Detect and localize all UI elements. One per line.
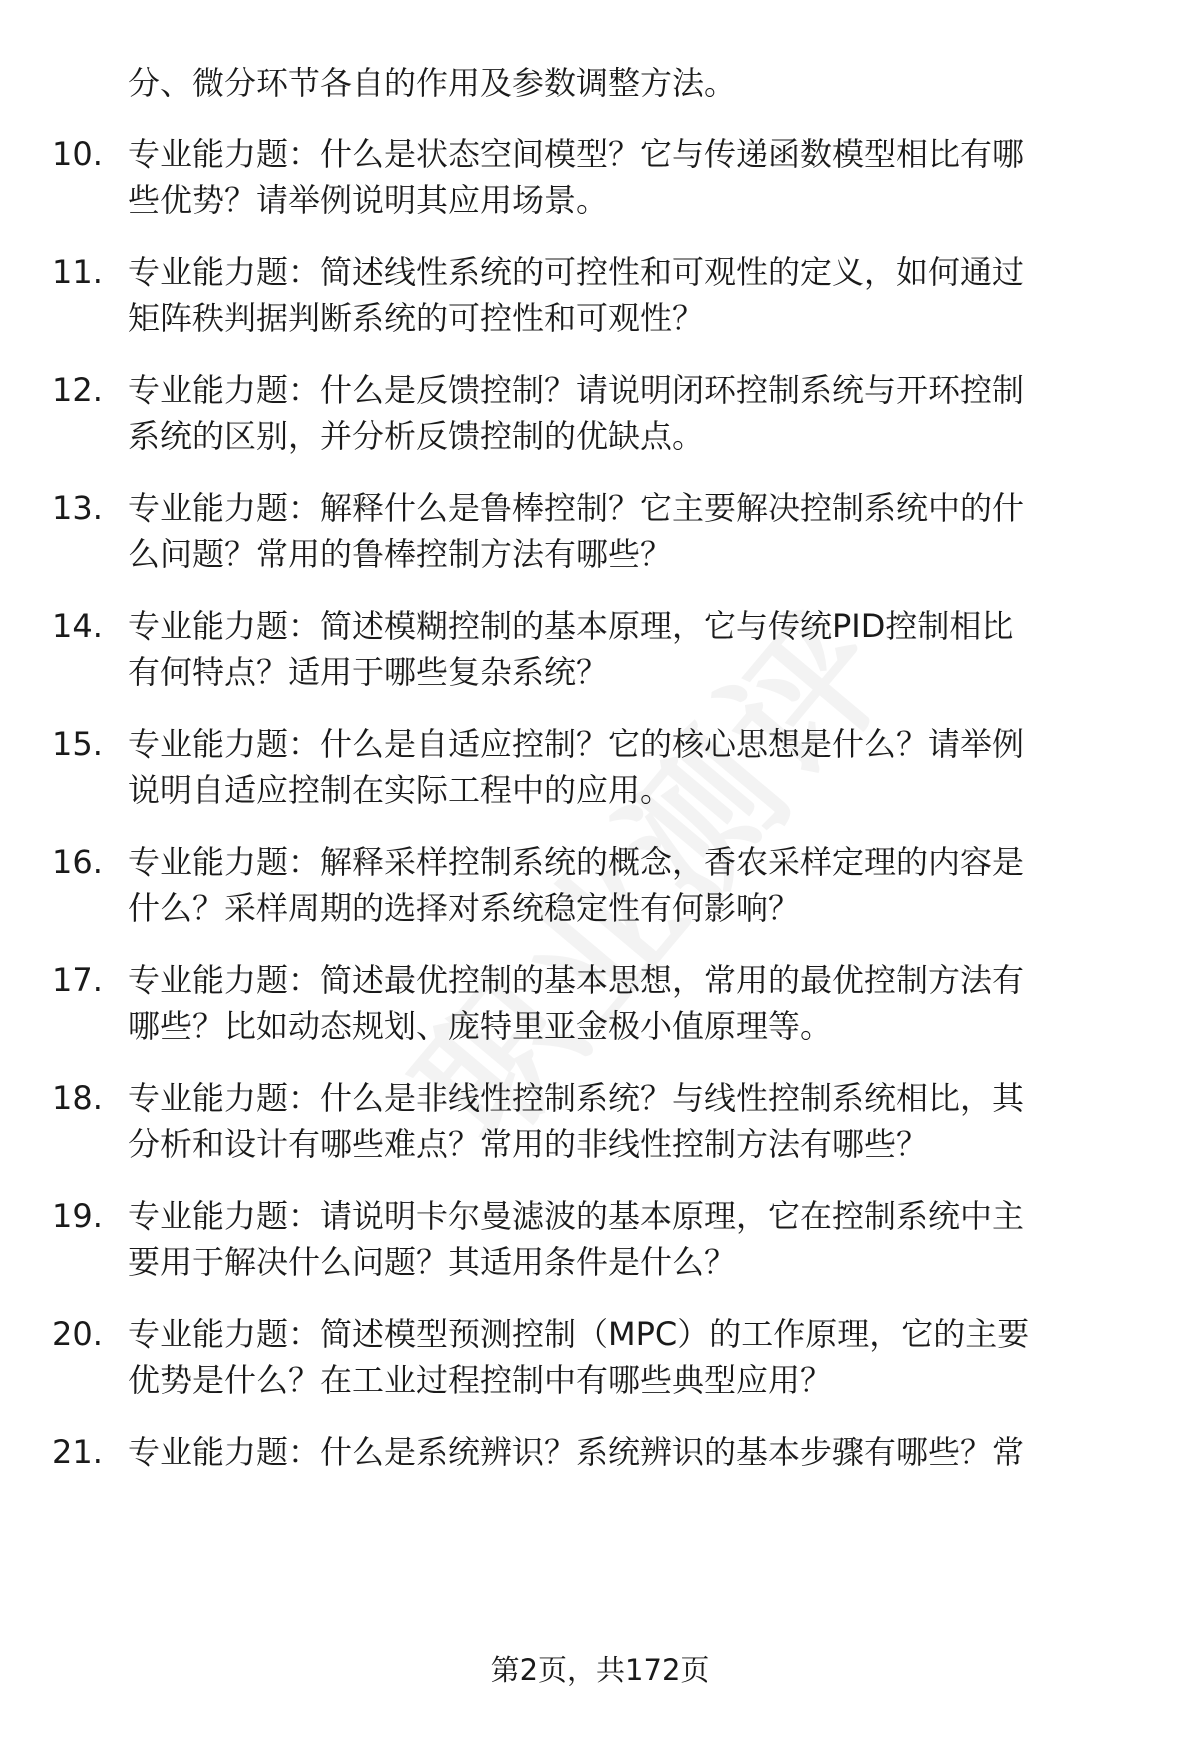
question-number: 11. — [52, 253, 103, 291]
question-text: 专业能力题：简述模糊控制的基本原理，它与传统PID控制相比 有何特点？适用于哪些复杂系统？ — [128, 607, 1014, 691]
question-text: 专业能力题：什么是系统辨识？系统辨识的基本步骤有哪些？常 — [128, 1433, 1025, 1471]
question-number: 13. — [52, 489, 103, 527]
question-text: 专业能力题：什么是反馈控制？请说明闭环控制系统与开环控制 系统的区别，并分析反馈控制的优缺点。 — [128, 371, 1025, 455]
question-number: 21. — [52, 1433, 103, 1471]
question-number: 10. — [52, 135, 103, 173]
question-text: 专业能力题：请说明卡尔曼滤波的基本原理，它在控制系统中主 要用于解决什么问题？其适用条件是什么？ — [128, 1197, 1025, 1281]
question-text: 专业能力题：什么是非线性控制系统？与线性控制系统相比，其 分析和设计有哪些难点？常用的非线性控制方法有哪些？ — [128, 1079, 1025, 1163]
question-number: 20. — [52, 1315, 103, 1353]
question-text: 专业能力题：简述线性系统的可控性和可观性的定义，如何通过 矩阵秩判据判断系统的可控性和可观性？ — [128, 253, 1025, 337]
question-text: 专业能力题：简述最优控制的基本思想，常用的最优控制方法有 哪些？比如动态规划、庞特里亚金极小值原理等。 — [128, 961, 1025, 1045]
question-text: 专业能力题：解释采样控制系统的概念，香农采样定理的内容是 什么？采样周期的选择对系统稳定性有何影响？ — [128, 843, 1025, 927]
question-text: 专业能力题：什么是自适应控制？它的核心思想是什么？请举例 说明自适应控制在实际工程中的应用。 — [128, 725, 1025, 809]
question-text: 专业能力题：解释什么是鲁棒控制？它主要解决控制系统中的什 么问题？常用的鲁棒控制方法有哪些？ — [128, 489, 1025, 573]
question-number: 18. — [52, 1079, 103, 1117]
question-number: 15. — [52, 725, 103, 763]
page-number-footer: 第2页，共172页 — [490, 1653, 710, 1687]
question-number: 17. — [52, 961, 103, 999]
question-text: 专业能力题：什么是状态空间模型？它与传递函数模型相比有哪 些优势？请举例说明其应用场景。 — [128, 135, 1025, 219]
question-text: 专业能力题：简述模型预测控制（MPC）的工作原理，它的主要 优势是什么？在工业过程控制中有哪些典型应用？ — [128, 1315, 1030, 1399]
question-number: 16. — [52, 843, 103, 881]
question-number: 14. — [52, 607, 103, 645]
continuation-text: 分、微分环节各自的作用及参数调整方法。 — [128, 64, 737, 102]
question-number: 12. — [52, 371, 103, 409]
question-number: 19. — [52, 1197, 103, 1235]
